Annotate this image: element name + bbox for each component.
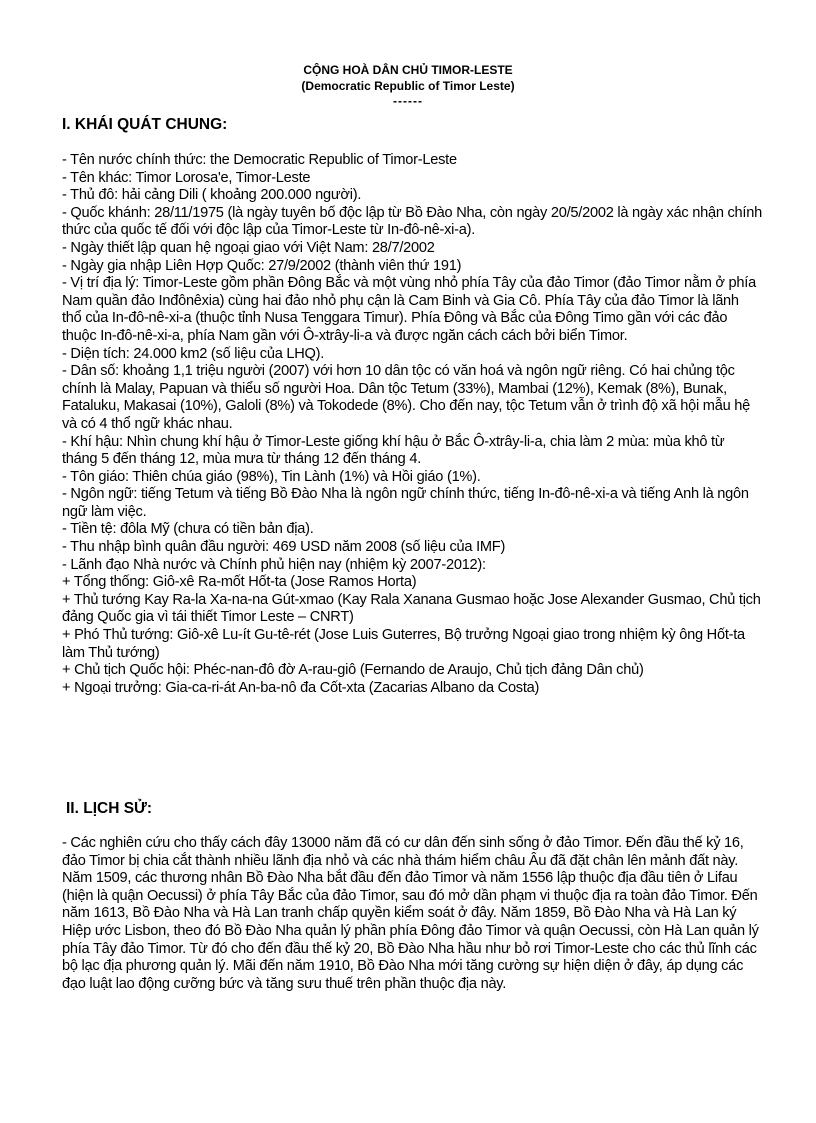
section-history-body [62,835,762,993]
leader-line: + Ngoại trưởng: Gia-ca-ri-át An-ba-nô đa Cốt-xta (Zacarias Albano da Costa) [62,679,540,696]
fact-line: - Diện tích: 24.000 km2 (số liệu của LHQ). [62,345,325,362]
fact-line: - Dân số: khoảng 1,1 triệu người (2007) với hơn 10 dân tộc có văn hoá và ngôn ngữ riêng. Có hai chủng tộc chính là Malay, Papuan và thiểu số người Hoa. Dân tộc Tetum (33%), Mambai (12%), Kemak (8%), Bunak, Fataluku, Makasai (10%), Galoli (8%) và Tokodede (8%). Cho đến nay, tộc Tetum vẫn ở trình độ xã hội mẫu hệ và có 4 thổ ngữ khác nhau. [62,363,750,432]
fact-line: - Tên nước chính thức: the Democratic Republic of Timor-Leste [62,152,457,168]
fact-line: - Tên khác: Timor Lorosa'e, Timor-Leste [62,169,311,186]
fact-line: - Tiền tệ: đôla Mỹ (chưa có tiền bản địa). [62,521,314,538]
document-subtitle: (Democratic Republic of Timor Leste) [301,79,515,93]
fact-line: - Thu nhập bình quân đầu người: 469 USD năm 2008 (số liệu của IMF) [62,539,506,556]
leader-line: + Thủ tướng Kay Ra-la Xa-na-na Gút-xmao (Kay Rala Xanana Gusmao hoặc Jose Alexander Gusmao, Chủ tịch đảng Quốc gia vì tái thiết Timor Leste – CNRT) [62,591,761,626]
document-title: CỘNG HOÀ DÂN CHỦ TIMOR-LESTE [303,63,513,77]
section-heading-history: II. LỊCH SỬ: [66,800,153,817]
fact-line: - Vị trí địa lý: Timor-Leste gồm phần Đông Bắc và một vùng nhỏ phía Tây của đảo Timor (đảo Timor nằm ở phía Nam quần đảo Inđônêxia) cùng hai đảo nhỏ phụ cận là Cam Binh và Gia Cô. Phía Tây của đảo Timor là lãnh thổ của In-đô-nê-xi-a (thuộc tỉnh Nusa Tenggara Timur). Phía Đông và Bắc của Đông Timo gần với các đảo thuộc In-đô-nê-xi-a, phía Nam gần với Ô-xtrây-li-a và được ngăn cách cách bởi biển Timor. [62,275,756,344]
fact-line: - Lãnh đạo Nhà nước và Chính phủ hiện nay (nhiệm kỳ 2007-2012): [62,556,486,573]
fact-line: - Quốc khánh: 28/11/1975 (là ngày tuyên bố độc lập từ Bồ Đào Nha, còn ngày 20/5/2002 là ngày xác nhận chính thức của quốc tế đối với độc lập của Timor-Leste từ In-đô-nê-xi-a). [62,204,762,239]
fact-line: - Khí hậu: Nhìn chung khí hậu ở Timor-Leste giống khí hậu ở Bắc Ô-xtrây-li-a, chia làm 2 mùa: mùa khô từ tháng 5 đến tháng 12, mùa mưa từ tháng 12 đến tháng 4. [62,433,725,468]
title-separator: ------ [393,94,423,108]
section-general-body [62,152,762,697]
leader-line: + Tổng thống: Giô-xê Ra-mốt Hốt-ta (Jose Ramos Horta) [62,574,417,591]
leader-line: + Phó Thủ tướng: Giô-xê Lu-ít Gu-tê-rét (Jose Luis Guterres, Bộ trưởng Ngoại giao trong nhiệm kỳ ông Hốt-ta làm Thủ tướng) [62,627,745,661]
section-heading-general: I. KHÁI QUÁT CHUNG: [62,116,228,133]
history-paragraph: - Các nghiên cứu cho thấy cách đây 13000 năm đã có cư dân đến sinh sống ở đảo Timor. Đến đầu thế kỷ 16, đảo Timor bị chia cắt thành nhiều lãnh địa nhỏ và các nhà thám hiểm châu Âu đã đặt chân lên mảnh đất này. Năm 1509, các thương nhân Bồ Đào Nha bắt đầu đến đảo Timor và năm 1556 lập thuộc địa đầu tiên ở Lifau (hiện là quận Oecussi) ở phía Tây Bắc của đảo Timor, sau đó mở dần phạm vi thuộc địa ra toàn đảo Timor. Đến năm 1613, Bồ Đào Nha và Hà Lan tranh chấp quyền kiểm soát ở đây. Năm 1859, Bồ Đào Nha và Hà Lan ký Hiệp ước Lisbon, theo đó Bồ Đào Nha quản lý phần phía Đông đảo Timor và quận Oecussi, còn Hà Lan quản lý phía Tây đảo Timor. Từ đó cho đến đầu thế kỷ 20, Bồ Đào Nha hầu như bỏ rơi Timor-Leste cho các thủ lĩnh các bộ lạc địa phương quản lý. Mãi đến năm 1910, Bồ Đào Nha mới tăng cường sự hiện diện ở đây, áp dụng các đạo luật lao động cưỡng bức và tăng sưu thuế trên phần thuộc địa này. [62,835,759,992]
fact-line: - Ngày thiết lập quan hệ ngoại giao với Việt Nam: 28/7/2002 [62,239,435,256]
fact-line: - Ngày gia nhập Liên Hợp Quốc: 27/9/2002 (thành viên thứ 191) [62,257,462,274]
leader-line: + Chủ tịch Quốc hội: Phéc-nan-đô đờ A-rau-giô (Fernando de Araujo, Chủ tịch đảng Dân chủ) [62,662,644,679]
fact-line: - Ngôn ngữ: tiếng Tetum và tiếng Bồ Đào Nha là ngôn ngữ chính thức, tiếng In-đô-nê-xi-a và tiếng Anh là ngôn ngữ làm việc. [62,486,749,520]
fact-line: - Tôn giáo: Thiên chúa giáo (98%), Tin Lành (1%) và Hồi giáo (1%). [62,468,481,485]
fact-line: - Thủ đô: hải cảng Dili ( khoảng 200.000 người). [62,187,362,204]
